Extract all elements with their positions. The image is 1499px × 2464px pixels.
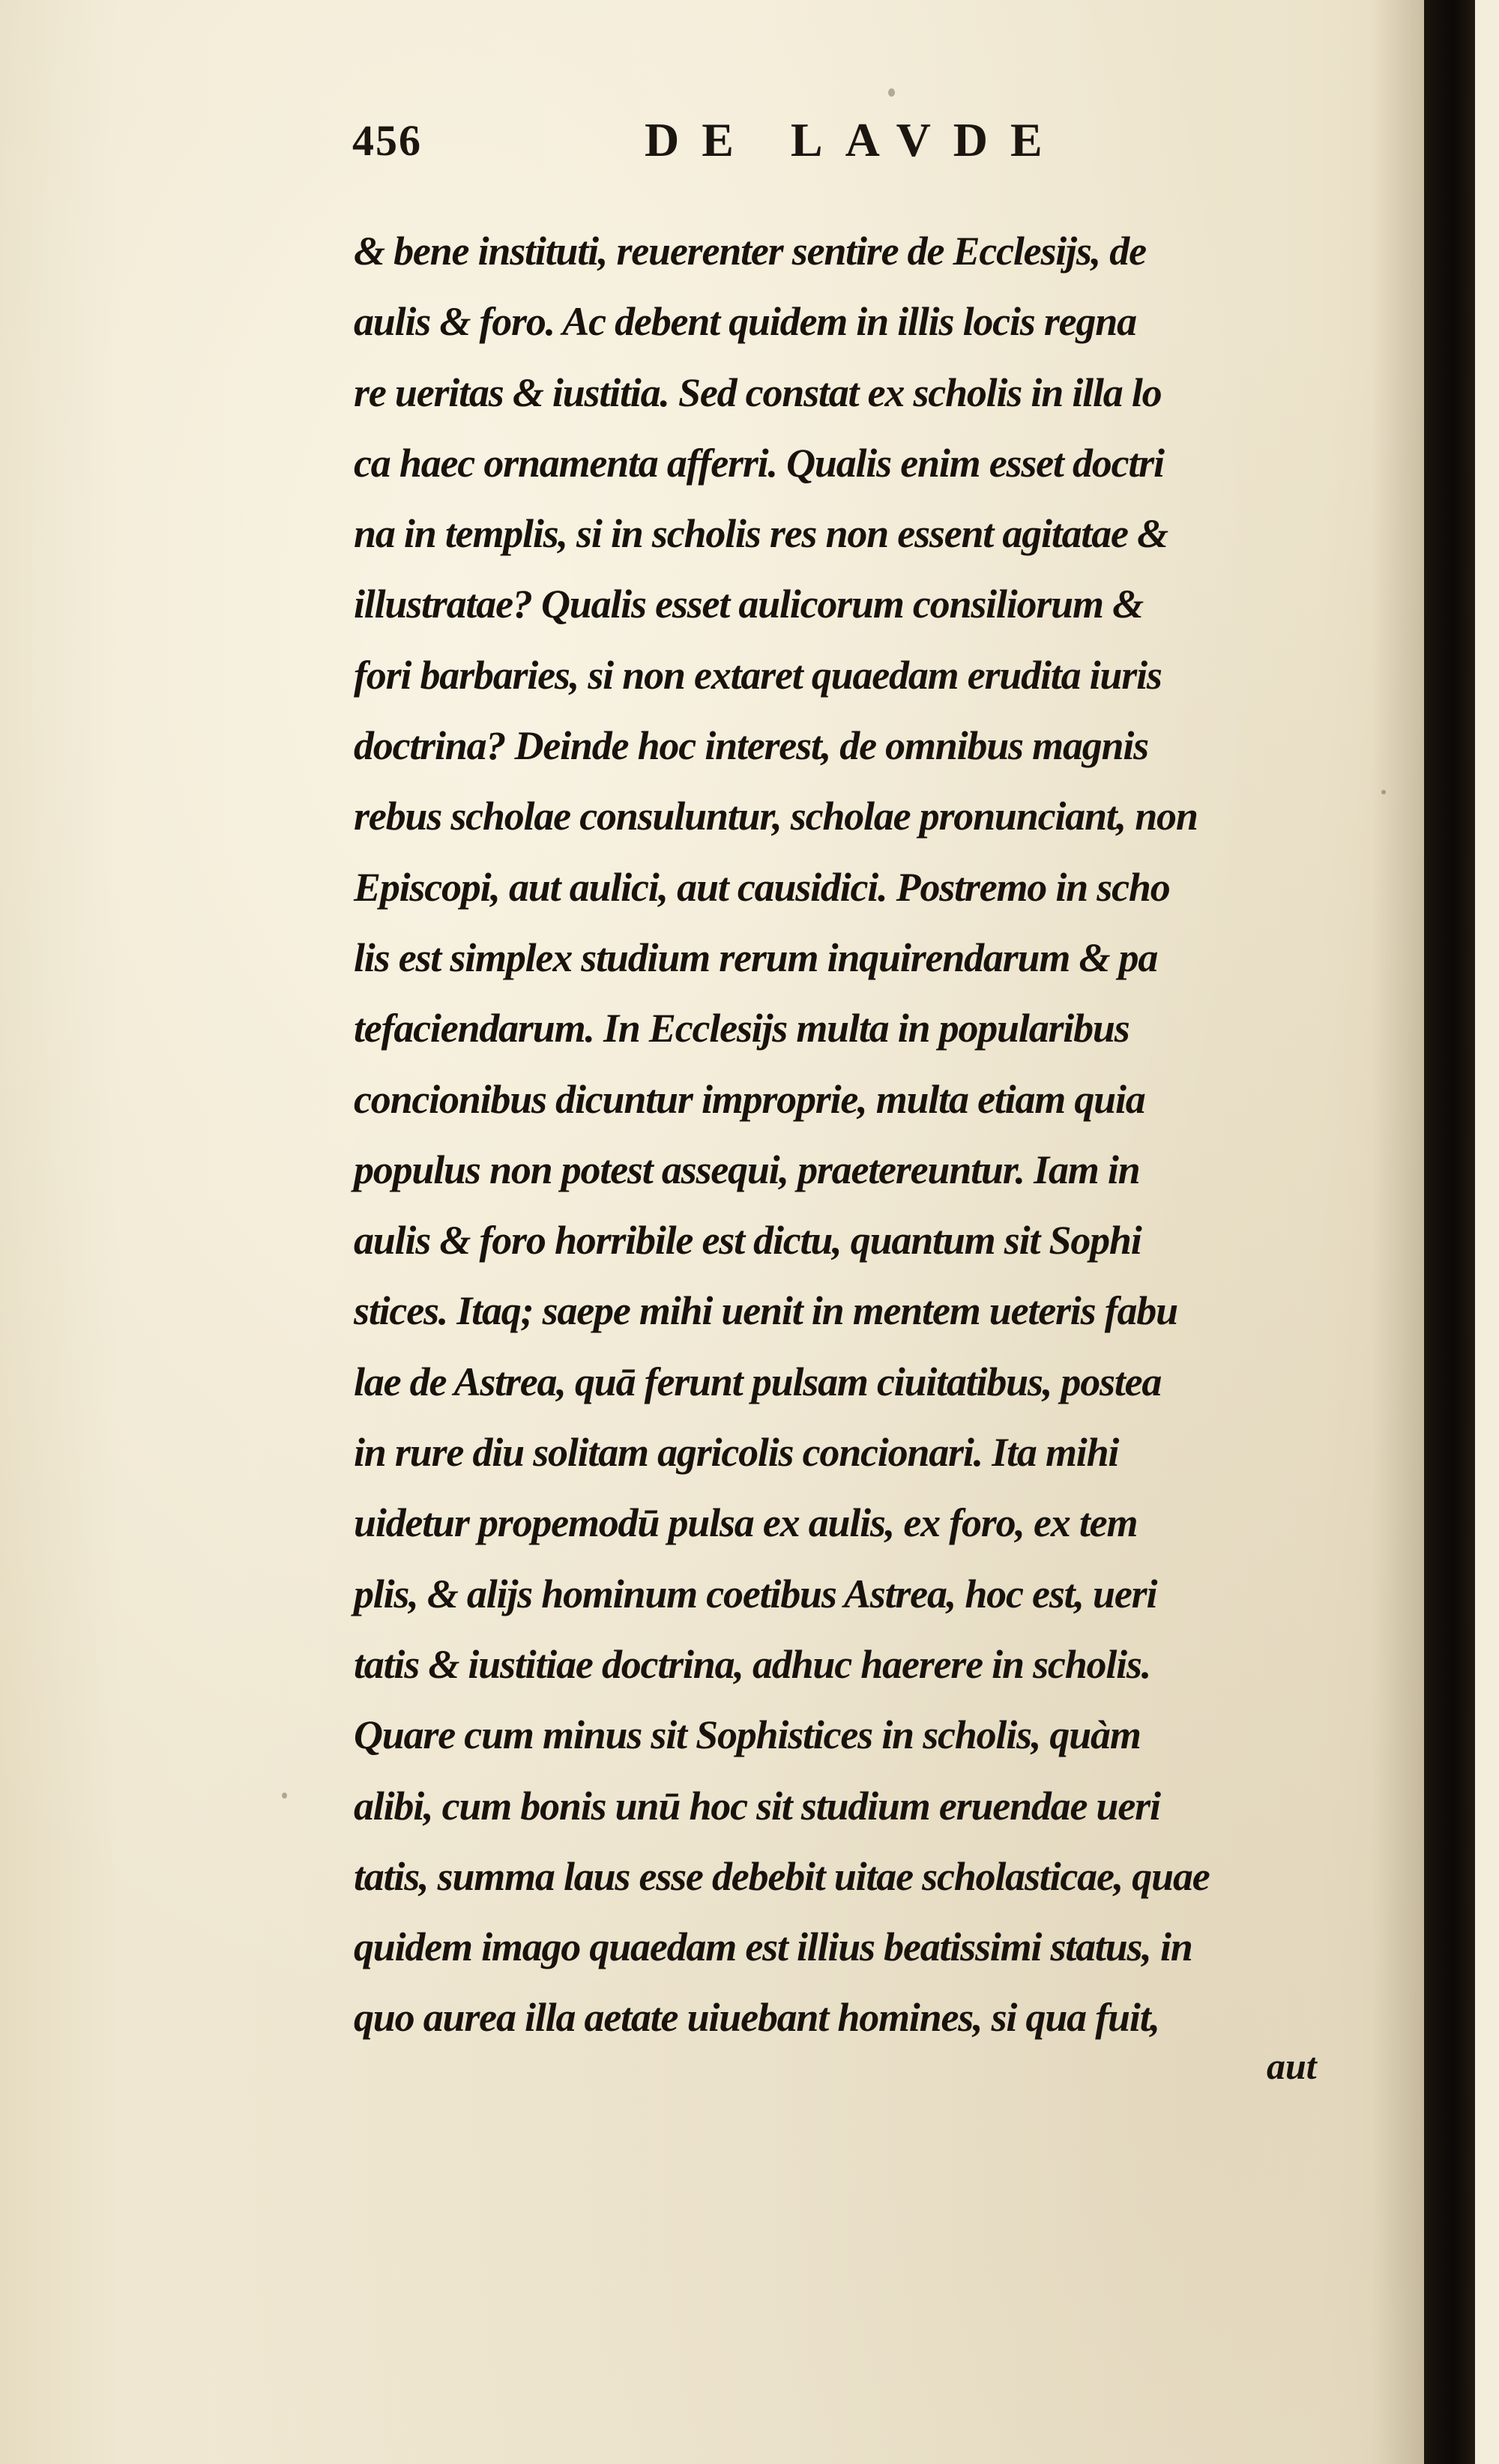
- text-line: na in templis, si in scholis res non essent agitatae &: [354, 511, 1168, 557]
- text-line: quo aurea illa aetate uiuebant homines, si qua fuit,: [354, 1995, 1159, 2041]
- text-line: quidem imago quaedam est illius beatissimi status, in: [354, 1924, 1192, 1970]
- page-number: 456: [352, 116, 422, 165]
- text-line: aulis & foro. Ac debent quidem in illis locis regna: [354, 299, 1136, 345]
- text-line: doctrina? Deinde hoc interest, de omnibus magnis: [354, 723, 1148, 769]
- body-text: [354, 216, 1373, 2053]
- catchword: aut: [1267, 2045, 1317, 2087]
- text-line: stices. Itaq; saepe mihi uenit in mentem ueteris fabu: [354, 1288, 1177, 1334]
- running-head-title: DE LAVDE: [645, 113, 1065, 166]
- text-line: ca haec ornamenta afferri. Qualis enim esset doctri: [354, 440, 1164, 486]
- text-line: re ueritas & iustitia. Sed constat ex scholis in illa lo: [354, 369, 1162, 415]
- ink-speck: [1381, 790, 1386, 794]
- text-line: plis, & alijs hominum coetibus Astrea, hoc est, ueri: [354, 1571, 1157, 1616]
- text-line: rebus scholae consuluntur, scholae pronunciant, non: [354, 794, 1198, 839]
- ink-speck: [282, 1793, 287, 1799]
- running-head: [352, 112, 1327, 180]
- ink-speck: [888, 88, 895, 97]
- text-line: fori barbaries, si non extaret quaedam erudita iuris: [354, 652, 1162, 698]
- text-line: uidetur propemodū pulsa ex aulis, ex foro, ex tem: [354, 1500, 1138, 1546]
- text-line: concionibus dicuntur improprie, multa etiam quia: [354, 1076, 1145, 1122]
- text-line: tefaciendarum. In Ecclesijs multa in popularibus: [354, 1006, 1129, 1051]
- text-line: tatis, summa laus esse debebit uitae scholasticae, quae: [354, 1853, 1210, 1899]
- page-edge: [1475, 0, 1499, 2464]
- text-line: Episcopi, aut aulici, aut causidici. Postremo in scho: [354, 864, 1170, 910]
- text-line: tatis & iustitiae doctrina, adhuc haerere in scholis.: [354, 1641, 1151, 1687]
- text-line: lae de Astrea, quā ferunt pulsam ciuitatibus, postea: [354, 1359, 1162, 1404]
- text-line: aulis & foro horribile est dictu, quantum sit Sophi: [354, 1218, 1141, 1263]
- text-line: Quare cum minus sit Sophistices in scholis, quàm: [354, 1712, 1141, 1758]
- text-line: alibi, cum bonis unū hoc sit studium eruendae ueri: [354, 1783, 1160, 1829]
- text-line: in rure diu solitam agricolis concionari. Ita mihi: [354, 1430, 1119, 1476]
- text-line: populus non potest assequi, praetereuntur. Iam in: [354, 1147, 1140, 1192]
- text-line: illustratae? Qualis esset aulicorum consiliorum &: [354, 582, 1143, 627]
- gutter-shadow: [1372, 0, 1424, 2464]
- text-line: lis est simplex studium rerum inquirendarum & pa: [354, 934, 1158, 980]
- text-line: & bene instituti, reuerenter sentire de Ecclesijs, de: [354, 229, 1146, 274]
